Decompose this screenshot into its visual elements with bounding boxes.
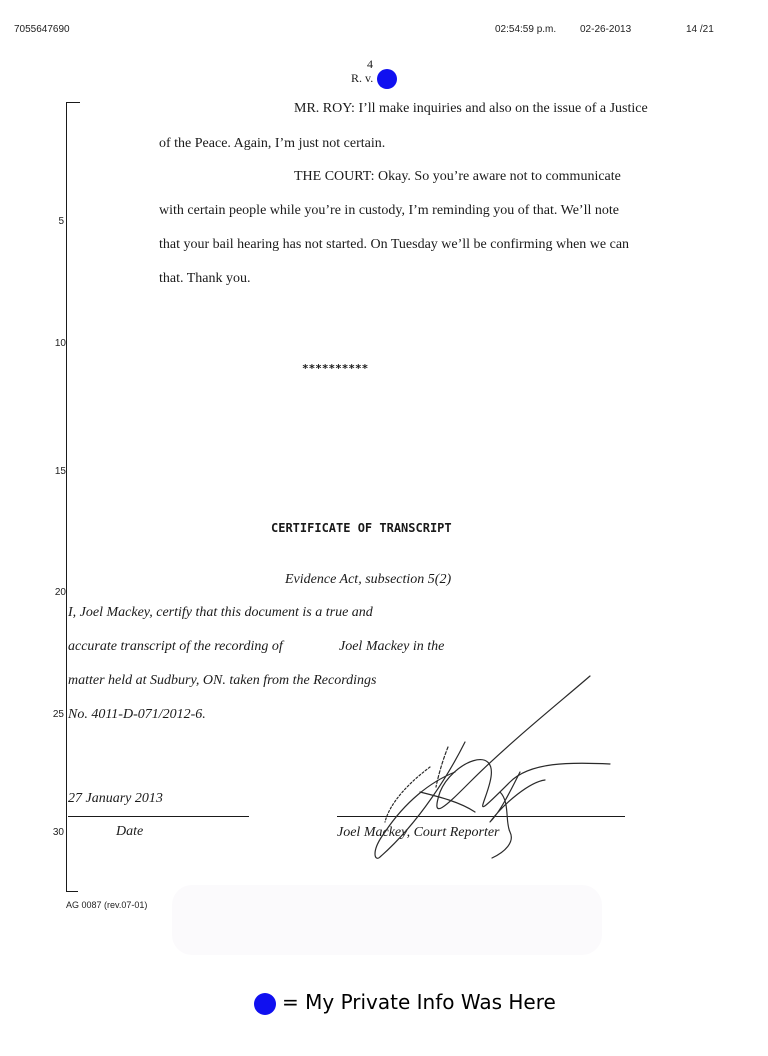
- fax-page-count: 14 /21: [686, 24, 714, 35]
- line-number-30: 30: [52, 827, 64, 838]
- signature-image: [360, 672, 620, 872]
- margin-rule: [66, 102, 67, 892]
- certificate-line: accurate transcript of the recording of: [68, 639, 283, 654]
- legend-text: = My Private Info Was Here: [282, 990, 556, 1014]
- page-number: 4: [367, 57, 373, 71]
- fax-time: 02:54:59 p.m.: [495, 24, 557, 35]
- fax-date: 02-26-2013: [580, 24, 632, 35]
- transcript-line: MR. ROY: I’ll make inquiries and also on the issue of a Justice: [294, 101, 648, 116]
- redaction-dot-icon: [377, 69, 397, 89]
- certificate-line: Joel Mackey in the: [339, 639, 445, 654]
- redaction-legend: [254, 990, 556, 1015]
- fax-number: 7055647690: [14, 24, 70, 35]
- transcript-line: that. Thank you.: [159, 271, 251, 286]
- redacted-area: [172, 885, 602, 955]
- transcript-line: of the Peace. Again, I’m just not certain.: [159, 136, 386, 151]
- certificate-date-value: 27 January 2013: [68, 791, 163, 806]
- case-title: [351, 69, 397, 89]
- certificate-date-label: Date: [116, 824, 144, 839]
- certificate-line: matter held at Sudbury, ON. taken from the Recordings: [68, 673, 377, 688]
- form-code: AG 0087 (rev.07-01): [66, 900, 148, 910]
- section-separator: **********: [302, 362, 369, 375]
- margin-rule-top-tick: [66, 102, 80, 103]
- transcript-line: with certain people while you’re in custody, I’m reminding you of that. We’ll note: [159, 203, 619, 218]
- line-number-20: 20: [54, 587, 66, 598]
- case-prefix: R. v.: [351, 70, 374, 85]
- line-number-15: 15: [54, 466, 66, 477]
- date-rule: [68, 816, 249, 817]
- transcript-line: that your bail hearing has not started. On Tuesday we’ll be confirming when we can: [159, 237, 630, 252]
- signer-label: Joel Mackey, Court Reporter: [337, 825, 500, 840]
- line-number-25: 25: [52, 709, 64, 720]
- legend-dot-icon: [254, 993, 276, 1015]
- line-number-10: 10: [54, 338, 66, 349]
- line-number-5: 5: [58, 216, 64, 227]
- transcript-line: THE COURT: Okay. So you’re aware not to communicate: [294, 169, 621, 184]
- certificate-title: CERTIFICATE OF TRANSCRIPT: [271, 521, 452, 535]
- certificate-subtitle: Evidence Act, subsection 5(2): [285, 572, 452, 587]
- certificate-line: I, Joel Mackey, certify that this document is a true and: [68, 605, 373, 620]
- certificate-line: No. 4011-D-071/2012-6.: [68, 707, 206, 722]
- margin-rule-bottom-tick: [66, 891, 78, 892]
